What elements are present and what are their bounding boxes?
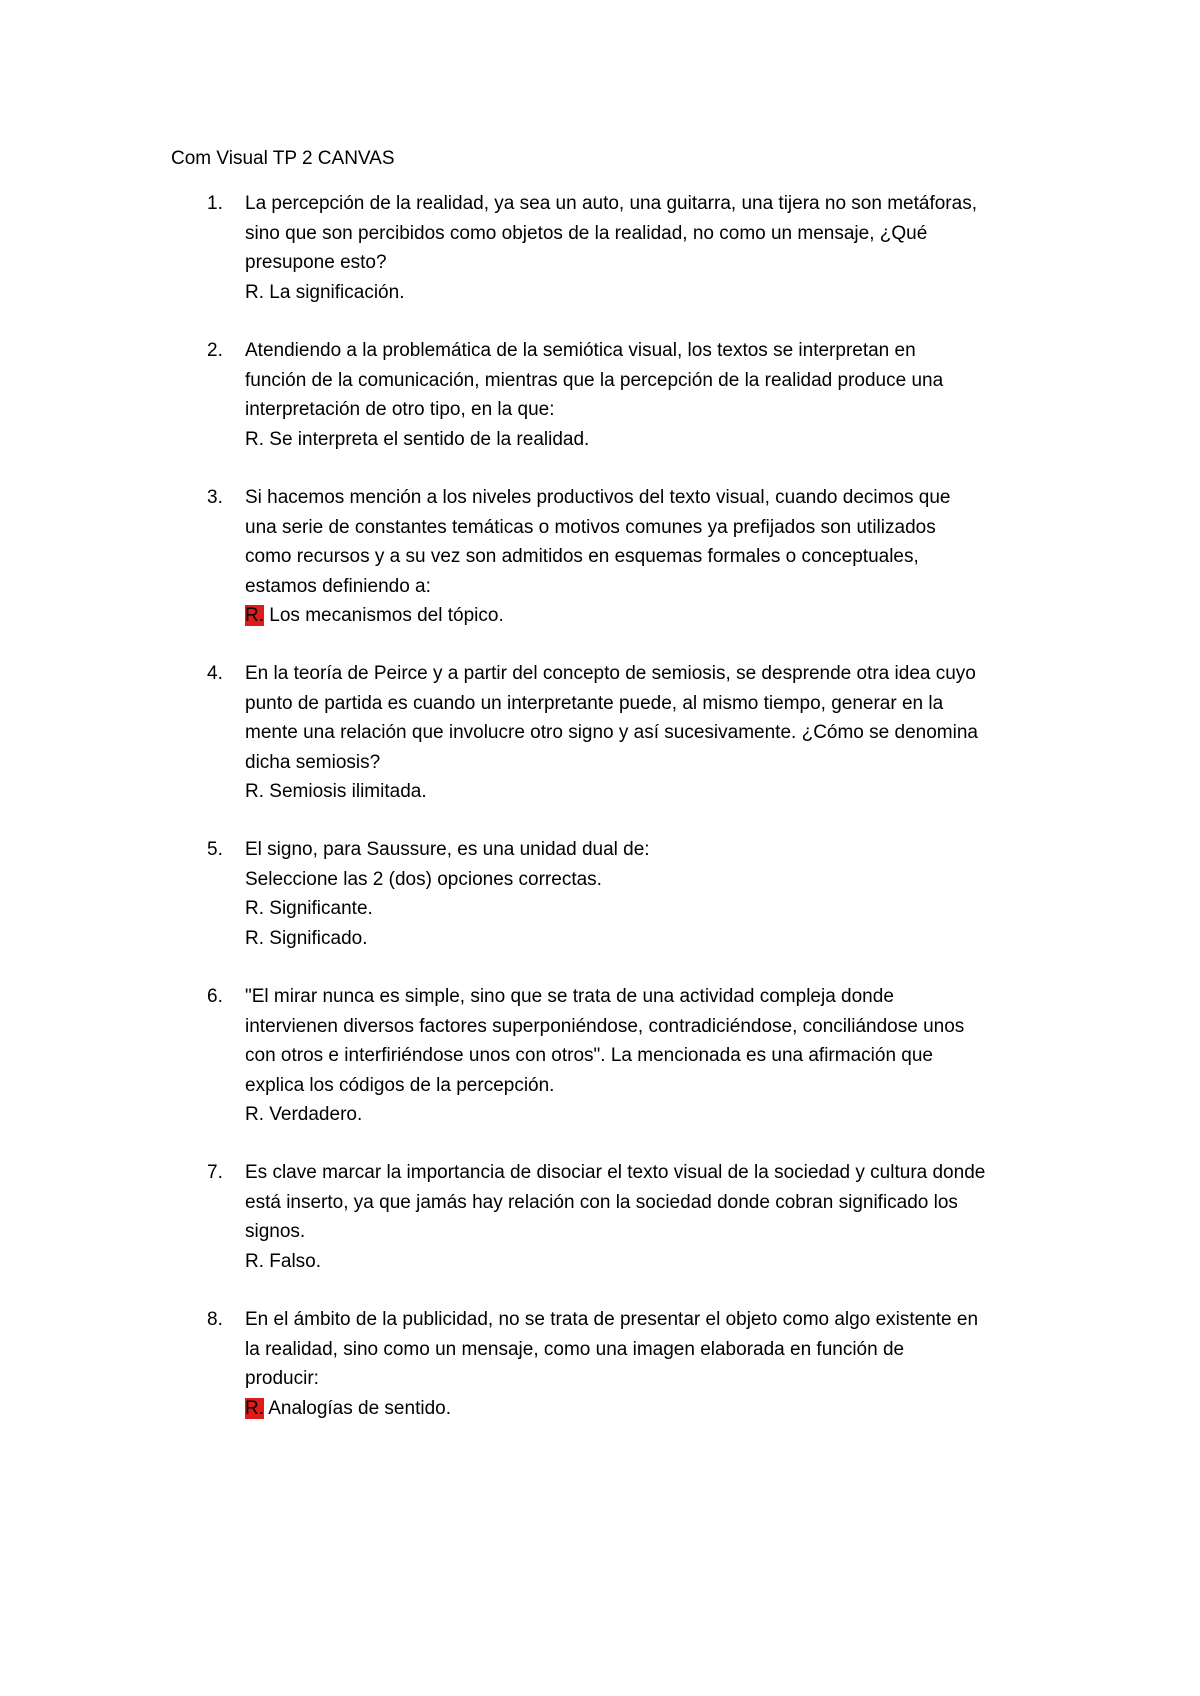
question-text-line: dicha semiosis? [245,751,381,773]
answer-line [245,278,1045,308]
question-text-line: como recursos y a su vez son admitidos en esquemas formales o conceptuales, [245,546,919,567]
question-text-line: explica los códigos de la percepción. [245,1074,555,1096]
question-text-line: está inserto, ya que jamás hay relación con la sociedad donde cobran significado los [245,1191,958,1213]
question-text-line: El signo, para Saussure, es una unidad dual de: [245,839,650,860]
document-title: Com Visual TP 2 CANVAS [171,148,395,169]
answer-text: Verdadero. [264,1104,363,1125]
question-body [245,982,1045,1130]
answer-line [245,1394,1045,1424]
question-text-line: con otros e interfiriéndose unos con otros". La mencionada es una afirmación que [245,1045,933,1066]
question-text-line: Seleccione las 2 (dos) opciones correctas. [245,868,602,890]
question-text-line: En la teoría de Peirce y a partir del concepto de semiosis, se desprende otra idea cuyo [245,663,976,684]
question-text-line: signos. [245,1221,306,1242]
question-text-line: Atendiendo a la problemática de la semiótica visual, los textos se interpretan en [245,340,916,361]
question-text-line: intervienen diversos factores superponiéndose, contradiciéndose, conciliándose unos [245,1015,965,1037]
answer-text: La significación. [264,281,405,303]
answer-line [245,894,1045,924]
question-text-line: punto de partida es cuando un interpretante puede, al mismo tiempo, generar en la [245,692,944,714]
question-body [245,1305,1045,1423]
question-text-line: producir: [245,1368,319,1389]
answer-text: Significado. [264,927,368,949]
question-text-line: "El mirar nunca es simple, sino que se trata de una actividad compleja donde [245,986,894,1007]
question-number: 5. [207,839,223,860]
question-text-line: la realidad, sino como un mensaje, como una imagen elaborada en función de [245,1338,905,1360]
answer-line [245,924,1045,954]
answer-text: Analogías de sentido. [264,1397,451,1419]
answer-prefix: R. [245,1104,264,1125]
question-text-line: sino que son percibidos como objetos de la realidad, no como un mensaje, ¿Qué [245,222,928,244]
question-body [245,483,1045,631]
question-text-line: Es clave marcar la importancia de disociar el texto visual de la sociedad y cultura donde [245,1162,986,1183]
answer-prefix: R. [245,781,264,802]
answer-prefix: R. [245,1250,264,1272]
question-number: 3. [207,487,223,508]
answer-prefix: R. [245,898,264,919]
question-number: 7. [207,1162,223,1183]
question-text-line: mente una relación que involucre otro signo y así sucesivamente. ¿Cómo se denomina [245,722,978,743]
answer-text: Los mecanismos del tópico. [264,605,504,626]
question-body [245,835,1045,953]
question-body [245,189,1045,307]
question-text-line: una serie de constantes temáticas o motivos comunes ya prefijados son utilizados [245,516,936,538]
question-number: 2. [207,340,223,361]
answer-line [245,425,1045,455]
question-body [245,1158,1045,1276]
answer-text: Se interpreta el sentido de la realidad. [264,428,590,450]
answer-prefix: R. [245,281,264,303]
question-text-line: Si hacemos mención a los niveles productivos del texto visual, cuando decimos que [245,487,951,508]
answer-prefix-highlighted: R. [245,605,264,626]
question-number: 6. [207,986,223,1007]
question-body [245,659,1045,807]
answer-prefix-highlighted: R. [245,1397,264,1419]
question-number: 1. [207,193,223,214]
question-text-line: La percepción de la realidad, ya sea un auto, una guitarra, una tijera no son metáforas, [245,193,977,214]
question-text-line: En el ámbito de la publicidad, no se trata de presentar el objeto como algo existente en [245,1309,979,1330]
answer-line [245,777,1045,807]
answer-prefix: R. [245,927,264,949]
question-number: 4. [207,663,223,684]
question-text-line: estamos definiendo a: [245,575,431,597]
question-body [245,336,1045,454]
answer-line [245,601,1045,631]
question-text-line: presupone esto? [245,252,387,273]
question-number: 8. [207,1309,223,1330]
answer-prefix: R. [245,428,264,450]
answer-text: Semiosis ilimitada. [264,781,427,802]
answer-line [245,1247,1045,1277]
question-text-line: función de la comunicación, mientras que la percepción de la realidad produce una [245,369,944,391]
question-text-line: interpretación de otro tipo, en la que: [245,399,555,420]
answer-text: Significante. [264,898,373,919]
answer-text: Falso. [264,1250,322,1272]
answer-line [245,1100,1045,1130]
